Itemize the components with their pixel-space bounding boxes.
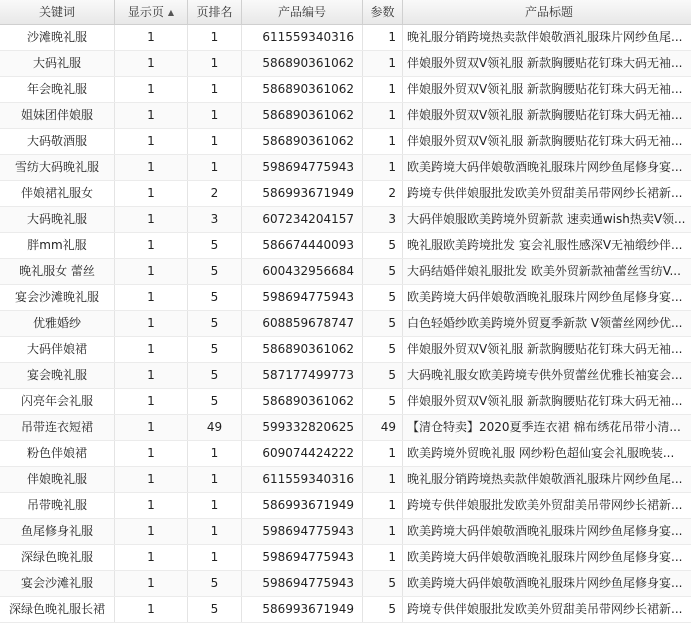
- column-header-label: 产品编号: [277, 5, 326, 19]
- column-header-label: 参数: [370, 5, 395, 19]
- cell-rank: 1: [188, 129, 242, 154]
- cell-title: 大码晚礼服女欧美跨境专供外贸蕾丝优雅长袖宴会...: [407, 368, 683, 382]
- cell-keyword: 宴会沙滩晚礼服: [0, 285, 115, 310]
- cell-param: 5: [363, 233, 403, 258]
- table-row[interactable]: [0, 493, 691, 519]
- column-header-label: 关键词: [38, 5, 75, 19]
- cell-product-id: 587177499773: [242, 363, 363, 388]
- table-row[interactable]: [0, 597, 691, 623]
- cell-param: 1: [363, 77, 403, 102]
- table-row[interactable]: [0, 155, 691, 181]
- cell-rank: 1: [188, 155, 242, 180]
- cell-rank: 49: [188, 415, 242, 440]
- table-row[interactable]: [0, 51, 691, 77]
- table-row[interactable]: [0, 467, 691, 493]
- cell-page: 1: [115, 441, 188, 466]
- cell-keyword: 大码伴娘裙: [0, 337, 115, 362]
- cell-title: 白色轻婚纱欧美跨境外贸夏季新款 V领蕾丝网纱优...: [407, 316, 683, 330]
- cell-page: 1: [115, 467, 188, 492]
- cell-param: 5: [363, 363, 403, 388]
- table-row[interactable]: [0, 103, 691, 129]
- cell-rank: 5: [188, 363, 242, 388]
- cell-title: 欧美跨境大码伴娘敬酒晚礼服珠片网纱鱼尾修身宴...: [407, 524, 683, 538]
- column-header-rank[interactable]: [188, 0, 242, 24]
- cell-title: 跨境专供伴娘服批发欧美外贸甜美吊带网纱长裙新...: [407, 186, 683, 200]
- cell-page: 1: [115, 363, 188, 388]
- table-row[interactable]: [0, 363, 691, 389]
- cell-param: 2: [363, 181, 403, 206]
- cell-page: 1: [115, 25, 188, 50]
- cell-keyword: 吊带连衣短裙: [0, 415, 115, 440]
- cell-product-id: 598694775943: [242, 519, 363, 544]
- table-row[interactable]: [0, 285, 691, 311]
- cell-keyword: 伴娘裙礼服女: [0, 181, 115, 206]
- cell-param: 49: [363, 415, 403, 440]
- table-row[interactable]: [0, 181, 691, 207]
- cell-keyword: 雪纺大码晚礼服: [0, 155, 115, 180]
- cell-title: 大码结婚伴娘礼服批发 欧美外贸新款袖蕾丝雪纺V...: [407, 264, 681, 278]
- cell-rank: 3: [188, 207, 242, 232]
- cell-param: 3: [363, 207, 403, 232]
- cell-rank: 1: [188, 51, 242, 76]
- cell-keyword: 粉色伴娘裙: [0, 441, 115, 466]
- cell-param: 5: [363, 389, 403, 414]
- cell-param: 1: [363, 129, 403, 154]
- table-row[interactable]: [0, 441, 691, 467]
- table-row[interactable]: [0, 259, 691, 285]
- cell-product-id: 586890361062: [242, 77, 363, 102]
- cell-page: 1: [115, 259, 188, 284]
- column-header-keyword[interactable]: [0, 0, 115, 24]
- cell-page: 1: [115, 493, 188, 518]
- cell-page: 1: [115, 51, 188, 76]
- cell-keyword: 宴会沙滩礼服: [0, 571, 115, 596]
- cell-page: 1: [115, 129, 188, 154]
- cell-rank: 5: [188, 259, 242, 284]
- cell-page: 1: [115, 519, 188, 544]
- table-row[interactable]: [0, 389, 691, 415]
- cell-keyword: 大码晚礼服: [0, 207, 115, 232]
- table-row[interactable]: [0, 545, 691, 571]
- cell-keyword: 吊带晚礼服: [0, 493, 115, 518]
- cell-title: 跨境专供伴娘服批发欧美外贸甜美吊带网纱长裙新...: [407, 602, 683, 616]
- cell-page: 1: [115, 285, 188, 310]
- cell-rank: 5: [188, 285, 242, 310]
- cell-title: 欧美跨境大码伴娘敬酒晚礼服珠片网纱鱼尾修身宴...: [407, 160, 683, 174]
- cell-product-id: 586890361062: [242, 389, 363, 414]
- cell-param: 5: [363, 285, 403, 310]
- cell-title: 晚礼服分销跨境热卖款伴娘敬酒礼服珠片网纱鱼尾...: [407, 472, 683, 486]
- cell-page: 1: [115, 337, 188, 362]
- cell-keyword: 年会晚礼服: [0, 77, 115, 102]
- cell-keyword: 沙滩晚礼服: [0, 25, 115, 50]
- cell-product-id: 586890361062: [242, 129, 363, 154]
- cell-rank: 1: [188, 77, 242, 102]
- cell-rank: 1: [188, 441, 242, 466]
- column-header-product-id[interactable]: [242, 0, 363, 24]
- cell-title: 欧美跨境大码伴娘敬酒晚礼服珠片网纱鱼尾修身宴...: [407, 550, 683, 564]
- cell-product-id: 598694775943: [242, 545, 363, 570]
- table-row[interactable]: [0, 415, 691, 441]
- cell-page: 1: [115, 311, 188, 336]
- cell-rank: 5: [188, 337, 242, 362]
- cell-rank: 1: [188, 519, 242, 544]
- table-row[interactable]: [0, 129, 691, 155]
- cell-page: 1: [115, 155, 188, 180]
- cell-param: 5: [363, 597, 403, 622]
- cell-product-id: 586993671949: [242, 181, 363, 206]
- table-row[interactable]: [0, 571, 691, 597]
- cell-keyword: 伴娘晚礼服: [0, 467, 115, 492]
- cell-rank: 5: [188, 311, 242, 336]
- cell-keyword: 深绿色晚礼服长裙: [0, 597, 115, 622]
- cell-product-id: 586890361062: [242, 337, 363, 362]
- cell-title: 大码伴娘服欧美跨境外贸新款 速卖通wish热卖V领...: [407, 212, 686, 226]
- cell-product-id: 598694775943: [242, 285, 363, 310]
- cell-param: 1: [363, 441, 403, 466]
- cell-keyword: 宴会晚礼服: [0, 363, 115, 388]
- cell-rank: 5: [188, 571, 242, 596]
- cell-param: 1: [363, 51, 403, 76]
- cell-rank: 5: [188, 233, 242, 258]
- cell-param: 1: [363, 103, 403, 128]
- cell-keyword: 大码敬酒服: [0, 129, 115, 154]
- table-row[interactable]: [0, 25, 691, 51]
- cell-page: 1: [115, 597, 188, 622]
- cell-title: 伴娘服外贸双V领礼服 新款胸腰贴花钉珠大码无袖...: [407, 108, 683, 122]
- cell-keyword: 姐妹团伴娘服: [0, 103, 115, 128]
- table-header: [0, 0, 691, 25]
- cell-title: 欧美跨境大码伴娘敬酒晚礼服珠片网纱鱼尾修身宴...: [407, 576, 683, 590]
- cell-title: 伴娘服外贸双V领礼服 新款胸腰贴花钉珠大码无袖...: [407, 342, 683, 356]
- cell-keyword: 优雅婚纱: [0, 311, 115, 336]
- table-row[interactable]: [0, 311, 691, 337]
- cell-product-id: 611559340316: [242, 25, 363, 50]
- cell-rank: 5: [188, 389, 242, 414]
- cell-product-id: 598694775943: [242, 571, 363, 596]
- cell-page: 1: [115, 181, 188, 206]
- cell-page: 1: [115, 415, 188, 440]
- cell-param: 5: [363, 571, 403, 596]
- cell-rank: 1: [188, 545, 242, 570]
- cell-product-id: 598694775943: [242, 155, 363, 180]
- cell-page: 1: [115, 545, 188, 570]
- cell-param: 5: [363, 259, 403, 284]
- cell-param: 5: [363, 337, 403, 362]
- column-header-label: 页排名: [196, 5, 233, 19]
- column-header-param[interactable]: [363, 0, 403, 24]
- column-header-title[interactable]: [403, 0, 691, 24]
- table-row[interactable]: [0, 337, 691, 363]
- cell-title: 伴娘服外贸双V领礼服 新款胸腰贴花钉珠大码无袖...: [407, 134, 683, 148]
- table-row[interactable]: [0, 77, 691, 103]
- cell-title: 跨境专供伴娘服批发欧美外贸甜美吊带网纱长裙新...: [407, 498, 683, 512]
- cell-title: 欧美跨境大码伴娘敬酒晚礼服珠片网纱鱼尾修身宴...: [407, 290, 683, 304]
- cell-keyword: 大码礼服: [0, 51, 115, 76]
- column-header-label: 显示页: [127, 5, 164, 19]
- cell-title: 伴娘服外贸双V领礼服 新款胸腰贴花钉珠大码无袖...: [407, 82, 683, 96]
- table-row[interactable]: [0, 233, 691, 259]
- cell-product-id: 609074424222: [242, 441, 363, 466]
- cell-title: 伴娘服外贸双V领礼服 新款胸腰贴花钉珠大码无袖...: [407, 394, 683, 408]
- cell-param: 1: [363, 519, 403, 544]
- cell-title: 伴娘服外贸双V领礼服 新款胸腰贴花钉珠大码无袖...: [407, 56, 683, 70]
- cell-title: 欧美跨境外贸晚礼服 网纱粉色超仙宴会礼服晚装...: [407, 446, 675, 460]
- cell-rank: 1: [188, 493, 242, 518]
- cell-page: 1: [115, 233, 188, 258]
- cell-page: 1: [115, 207, 188, 232]
- column-header-label: 产品标题: [524, 5, 573, 19]
- cell-page: 1: [115, 103, 188, 128]
- cell-product-id: 586993671949: [242, 597, 363, 622]
- cell-keyword: 鱼尾修身礼服: [0, 519, 115, 544]
- column-header-page[interactable]: [115, 0, 188, 24]
- cell-page: 1: [115, 389, 188, 414]
- cell-page: 1: [115, 571, 188, 596]
- cell-product-id: 607234204157: [242, 207, 363, 232]
- cell-param: 1: [363, 493, 403, 518]
- cell-product-id: 611559340316: [242, 467, 363, 492]
- cell-title: 【清仓特卖】2020夏季连衣裙 棉布绣花吊带小清...: [407, 420, 681, 434]
- table-row[interactable]: [0, 519, 691, 545]
- cell-param: 5: [363, 311, 403, 336]
- cell-page: 1: [115, 77, 188, 102]
- cell-keyword: 深绿色晚礼服: [0, 545, 115, 570]
- cell-product-id: 599332820625: [242, 415, 363, 440]
- cell-param: 1: [363, 155, 403, 180]
- cell-product-id: 586993671949: [242, 493, 363, 518]
- cell-product-id: 608859678747: [242, 311, 363, 336]
- table-row[interactable]: [0, 207, 691, 233]
- cell-product-id: 586890361062: [242, 103, 363, 128]
- cell-rank: 1: [188, 467, 242, 492]
- cell-param: 1: [363, 25, 403, 50]
- cell-rank: 2: [188, 181, 242, 206]
- cell-param: 1: [363, 545, 403, 570]
- cell-rank: 1: [188, 25, 242, 50]
- cell-title: 晚礼服分销跨境热卖款伴娘敬酒礼服珠片网纱鱼尾...: [407, 30, 683, 44]
- cell-param: 1: [363, 467, 403, 492]
- table-body: [0, 25, 691, 623]
- cell-title: 晚礼服欧美跨境批发 宴会礼服性感深V无袖缎纱伴...: [407, 238, 683, 252]
- cell-keyword: 晚礼服女 蕾丝: [0, 259, 115, 284]
- cell-product-id: 586674440093: [242, 233, 363, 258]
- cell-product-id: 586890361062: [242, 51, 363, 76]
- sort-ascending-icon: ▲: [167, 8, 175, 17]
- cell-rank: 1: [188, 103, 242, 128]
- cell-product-id: 600432956684: [242, 259, 363, 284]
- cell-rank: 5: [188, 597, 242, 622]
- cell-keyword: 闪亮年会礼服: [0, 389, 115, 414]
- cell-keyword: 胖mm礼服: [0, 233, 115, 258]
